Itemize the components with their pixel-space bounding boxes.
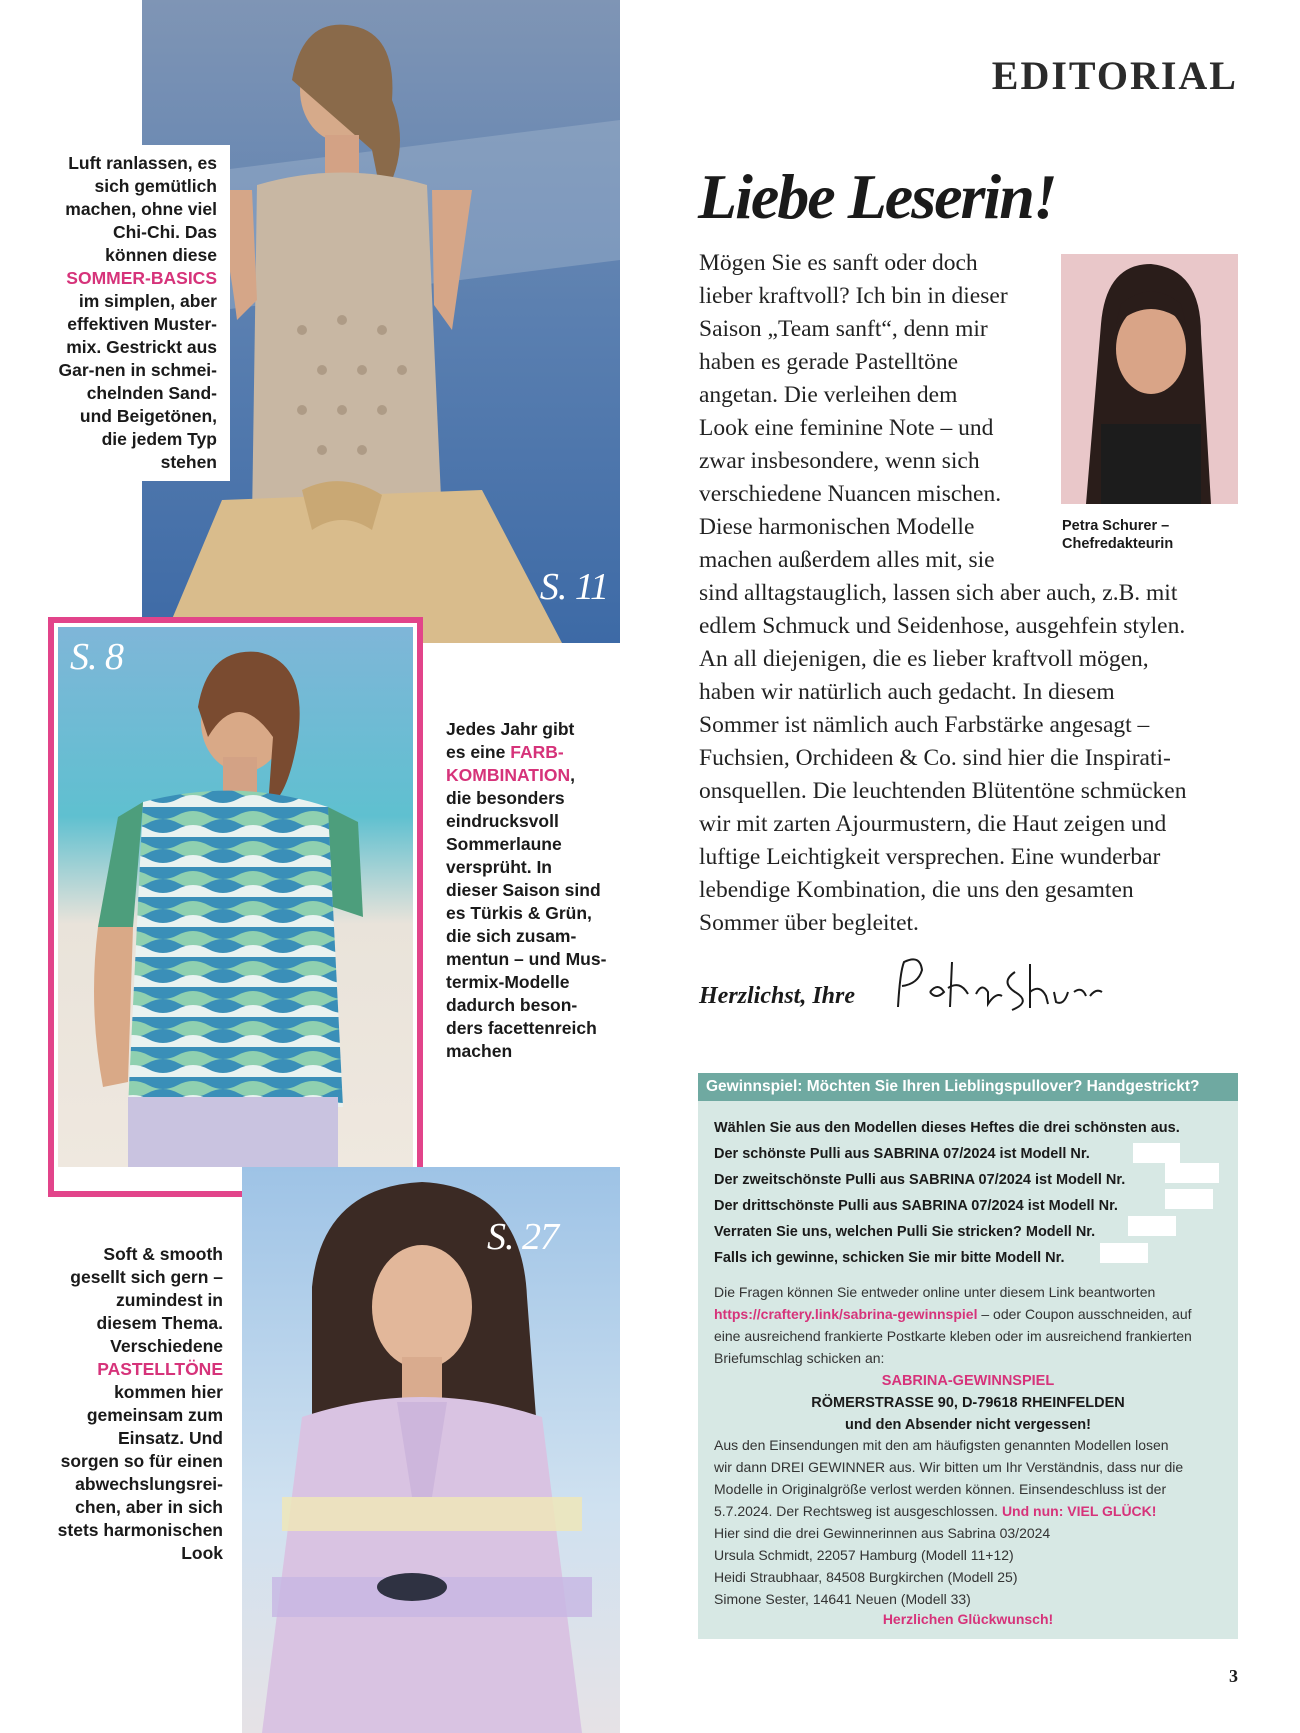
caption-highlight: KOMBINATION xyxy=(446,765,571,785)
contest-question: Der zweitschönste Pulli aus SABRINA 07/2024 ist Modell Nr. xyxy=(714,1172,1126,1188)
contest-info xyxy=(714,1281,1192,1369)
info-line: Die Fragen können Sie entweder online unter diesem Link beantworten xyxy=(714,1284,1156,1300)
caption-line: abwechslungsrei- xyxy=(75,1474,223,1494)
body-line: verschiedene Nuancen mischen. xyxy=(699,481,1002,507)
caption-line: die besonders xyxy=(446,788,565,808)
contest-header: Gewinnspiel: Möchten Sie Ihren Lieblingspullover? Handgestrickt? xyxy=(698,1073,1238,1101)
caption-line: Soft & smooth xyxy=(103,1244,223,1264)
caption-line: die sich zusam- xyxy=(446,926,577,946)
editorial-body xyxy=(699,247,1187,940)
body-line: haben wir natürlich auch gedacht. In diesem xyxy=(699,679,1115,705)
contest-question: Verraten Sie uns, welchen Pulli Sie stricken? Modell Nr. xyxy=(714,1224,1096,1240)
address-name: SABRINA-GEWINNSPIEL xyxy=(881,1373,1055,1389)
body-line: haben es gerade Pastelltöne xyxy=(699,349,959,375)
answer-field[interactable] xyxy=(1100,1243,1148,1263)
caption-line: Verschiedene xyxy=(110,1336,223,1356)
caption-line: gemeinsam zum xyxy=(86,1405,223,1425)
caption-line: Einsatz. Und xyxy=(117,1428,223,1448)
caption-line: im simplen, aber xyxy=(78,291,217,311)
caption-line: Gar-nen in schmei- xyxy=(58,360,217,380)
caption-line: mentun – und Mus- xyxy=(446,949,607,969)
caption-line: zumindest in xyxy=(116,1290,223,1310)
caption-line: chen, aber in sich xyxy=(75,1497,223,1517)
caption-line: machen, ohne viel xyxy=(65,199,217,219)
info-line: Briefumschlag schicken an: xyxy=(714,1350,885,1366)
caption-line: termix-Modelle xyxy=(446,972,570,992)
answer-field[interactable] xyxy=(1165,1163,1219,1183)
caption-line: können diese xyxy=(105,245,217,265)
caption-farbkombination xyxy=(446,718,606,1063)
caption-line: stets harmonischen xyxy=(57,1520,223,1540)
body-line: sind alltagstauglich, lassen sich aber auch, z.B. mit xyxy=(699,580,1178,606)
caption-line: die jedem Typ xyxy=(101,429,217,449)
body-line: Saison „Team sanft“, denn mir xyxy=(699,316,988,342)
body-line: Mögen Sie es sanft oder doch xyxy=(699,250,978,276)
caption-highlight: PASTELLTÖNE xyxy=(97,1359,223,1379)
answer-field[interactable] xyxy=(1128,1216,1176,1236)
address-note: und den Absender nicht vergessen! xyxy=(844,1417,1091,1433)
body-line: Sommer über begleitet. xyxy=(699,910,919,936)
info-line: eine ausreichend frankierte Postkarte kleben oder im ausreichend frankierten xyxy=(714,1328,1192,1344)
terms-line: Modelle in Originalgröße verlost werden können. Einsendeschluss ist der xyxy=(714,1481,1167,1497)
info-line xyxy=(714,1303,1192,1325)
body-line: Sommer ist nämlich auch Farbstärke angesagt – xyxy=(699,712,1150,738)
winner-entry: Simone Sester, 14641 Neuen (Modell 33) xyxy=(714,1591,971,1607)
caption-line: ders facettenreich xyxy=(446,1018,597,1038)
caption-line: diesem Thema. xyxy=(96,1313,223,1333)
contest-question: Der drittschönste Pulli aus SABRINA 07/2024 ist Modell Nr. xyxy=(714,1198,1118,1214)
winner-entry: Heidi Straubhaar, 84508 Burgkirchen (Modell 25) xyxy=(714,1569,1018,1585)
caption-line: machen xyxy=(446,1041,513,1061)
caption-line: es Türkis & Grün, xyxy=(446,903,592,923)
caption-line: eindrucksvoll xyxy=(446,811,559,831)
body-line: wir mit zarten Ajourmustern, die Haut zeigen und xyxy=(699,811,1167,837)
caption-line: Sommerlaune xyxy=(446,834,562,854)
caption-line: sorgen so für einen xyxy=(60,1451,223,1471)
headline: Liebe Leserin! xyxy=(698,161,1056,232)
body-line: machen außerdem alles mit, sie xyxy=(699,547,995,573)
contest-link[interactable]: https://craftery.link/sabrina-gewinnspiel xyxy=(714,1306,978,1322)
caption-highlight: FARB- xyxy=(510,742,564,762)
contest-terms xyxy=(714,1434,1183,1610)
signoff: Herzlichst, Ihre xyxy=(699,983,856,1009)
page-ref-label: S. 11 xyxy=(539,566,608,608)
congrats: Herzlichen Glückwunsch! xyxy=(882,1611,1054,1627)
caption-line: sich gemütlich xyxy=(94,176,217,196)
author-name: Petra Schurer – xyxy=(1062,518,1170,534)
caption-text: es eine xyxy=(446,742,511,762)
caption-line xyxy=(446,741,606,764)
caption-sommer-basics xyxy=(58,152,217,474)
page-number: 3 xyxy=(1229,1666,1238,1686)
terms-line: wir dann DREI GEWINNER aus. Wir bitten um Ihr Verständnis, dass nur die xyxy=(714,1459,1184,1475)
caption-text: , xyxy=(570,765,575,785)
caption-line: stehen xyxy=(160,452,217,472)
contest-address xyxy=(698,1370,1238,1436)
body-line: luftige Leichtigkeit versprechen. Eine wunderbar xyxy=(699,844,1161,870)
answer-field[interactable] xyxy=(1165,1189,1213,1209)
caption-line: Chi-Chi. Das xyxy=(112,222,217,242)
caption-line: dadurch beson- xyxy=(446,995,578,1015)
page-ref-label: S. 8 xyxy=(70,636,123,678)
body-line: lebendige Kombination, die uns den gesamten xyxy=(699,877,1134,903)
caption-line: effektiven Muster- xyxy=(67,314,217,334)
contest-question: Der schönste Pulli aus SABRINA 07/2024 ist Modell Nr. xyxy=(714,1146,1090,1162)
winner-entry: Ursula Schmidt, 22057 Hamburg (Modell 11+12) xyxy=(714,1547,1014,1563)
photo-farbkombination xyxy=(58,627,413,1167)
caption-line: mix. Gestrickt aus xyxy=(66,337,217,357)
answer-field[interactable] xyxy=(1133,1143,1180,1163)
caption-line: chelnden Sand- xyxy=(86,383,217,403)
caption-line: versprüht. In xyxy=(446,857,552,877)
body-line: lieber kraftvoll? Ich bin in dieser xyxy=(699,283,1008,309)
terms-line: Aus den Einsendungen mit den am häufigsten genannten Modellen losen xyxy=(714,1437,1169,1453)
caption-line: gesellt sich gern – xyxy=(70,1267,223,1287)
contest-question: Falls ich gewinne, schicken Sie mir bitte Modell Nr. xyxy=(714,1250,1065,1266)
caption-line: dieser Saison sind xyxy=(446,880,601,900)
body-line: angetan. Die verleihen dem xyxy=(699,382,958,408)
signature xyxy=(890,952,1105,1032)
section-title: EDITORIAL xyxy=(991,53,1238,98)
body-line: onsquellen. Die leuchtenden Blütentöne schmücken xyxy=(699,778,1187,804)
body-line: Look eine feminine Note – und xyxy=(699,415,994,441)
address-street: RÖMERSTRASSE 90, D-79618 RHEINFELDEN xyxy=(811,1395,1125,1411)
winners-title: Hier sind die drei Gewinnerinnen aus Sabrina 03/2024 xyxy=(714,1525,1051,1541)
contest-intro: Wählen Sie aus den Modellen dieses Heftes die drei schönsten aus. xyxy=(714,1120,1180,1136)
caption-line: und Beigetönen, xyxy=(79,406,217,426)
good-luck: Und nun: VIEL GLÜCK! xyxy=(1001,1503,1157,1519)
body-line: An all diejenigen, die es lieber kraftvoll mögen, xyxy=(699,646,1149,672)
page-ref-label: S. 27 xyxy=(487,1216,558,1258)
terms-line xyxy=(714,1500,1183,1522)
body-line: Diese harmonischen Modelle xyxy=(699,514,975,540)
info-text: – oder Coupon ausschneiden, auf xyxy=(977,1306,1192,1322)
body-line: zwar insbesondere, wenn sich xyxy=(699,448,980,474)
caption-line: Luft ranlassen, es xyxy=(68,153,217,173)
photo-pastelltoene xyxy=(242,1167,620,1733)
caption-highlight: SOMMER-BASICS xyxy=(66,268,217,288)
caption-line: Look xyxy=(181,1543,223,1563)
body-line: edlem Schmuck und Seidenhose, ausgehfein stylen. xyxy=(699,613,1186,639)
caption-pastelltoene xyxy=(58,1243,223,1565)
caption-line xyxy=(446,764,606,787)
terms-text: 5.7.2024. Der Rechtsweg ist ausgeschlossen. xyxy=(714,1503,999,1519)
caption-line: Jedes Jahr gibt xyxy=(446,719,575,739)
author-role: Chefredakteurin xyxy=(1062,536,1174,552)
caption-line: kommen hier xyxy=(114,1382,223,1402)
body-line: Fuchsien, Orchideen & Co. sind hier die Inspirati- xyxy=(699,745,1171,771)
